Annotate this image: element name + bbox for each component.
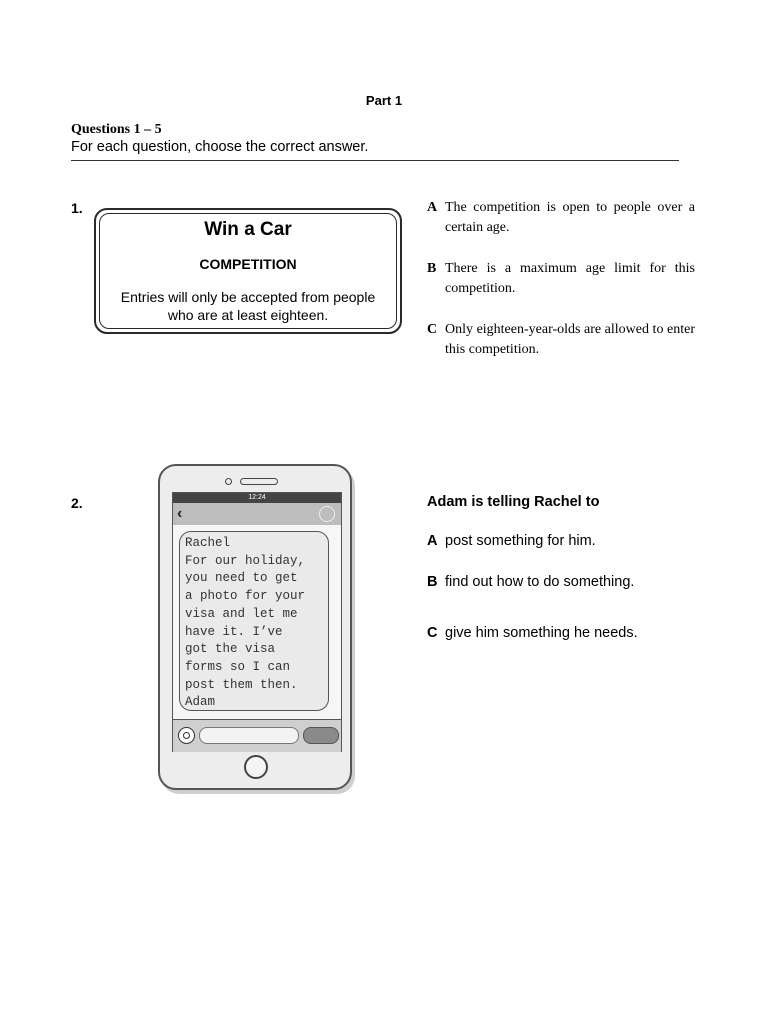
q1-option-b[interactable] xyxy=(427,259,695,299)
notice-body: Entries will only be accepted from people who are at least eighteen. xyxy=(120,289,376,323)
message-line: Adam xyxy=(185,695,216,710)
chevron-left-icon: ‹ xyxy=(177,505,183,522)
questions-range: Questions 1 – 5 xyxy=(71,122,162,137)
question-stem: Adam is telling Rachel to xyxy=(427,494,600,510)
q2-option-c[interactable] xyxy=(427,625,638,641)
part-title: Part 1 xyxy=(365,93,403,108)
instructions: For each question, choose the correct answer. xyxy=(71,139,369,155)
q1-option-a[interactable] xyxy=(427,198,695,238)
option-letter: B xyxy=(427,574,438,590)
message-line: have it. I’ve xyxy=(185,624,283,639)
message-line: a photo for your xyxy=(185,589,306,604)
status-time: 12:24 xyxy=(248,494,266,501)
phone-illustration xyxy=(158,464,352,790)
q1-option-c[interactable] xyxy=(427,320,695,360)
message-input xyxy=(199,727,299,744)
option-letter: A xyxy=(427,200,438,215)
option-letter: C xyxy=(427,625,438,641)
competition-notice xyxy=(94,208,402,334)
q2-option-b[interactable] xyxy=(427,574,634,590)
option-text: post something for him. xyxy=(445,533,596,549)
question-number-2: 2. xyxy=(71,495,83,511)
option-text: give him something he needs. xyxy=(445,625,638,641)
option-text: There is a maximum age limit for this competition. xyxy=(445,261,695,296)
option-letter: A xyxy=(427,533,438,549)
phone-screen xyxy=(172,492,342,752)
option-text: The competition is open to people over a certain age. xyxy=(445,200,695,235)
option-text: find out how to do something. xyxy=(445,574,635,590)
camera-dot xyxy=(225,478,232,485)
message-input-bar xyxy=(173,719,341,752)
send-button xyxy=(303,727,339,744)
speaker-grille xyxy=(240,478,278,485)
status-bar xyxy=(173,493,341,503)
message-line: visa and let me xyxy=(185,606,298,621)
option-text: Only eighteen-year-olds are allowed to enter this competition. xyxy=(445,322,695,357)
camera-icon xyxy=(178,727,195,744)
question-number-1: 1. xyxy=(71,200,83,216)
message-line: For our holiday, xyxy=(185,553,306,568)
message-line: you need to get xyxy=(185,571,298,586)
option-letter: C xyxy=(427,322,438,337)
message-line: post them then. xyxy=(185,677,298,692)
message-line: forms so I can xyxy=(185,659,291,674)
message-line: Rachel xyxy=(185,536,231,550)
home-button xyxy=(244,755,268,779)
q2-option-a[interactable] xyxy=(427,533,596,549)
option-letter: B xyxy=(427,261,437,276)
message-line: got the visa xyxy=(185,642,276,657)
message-bubble xyxy=(179,531,329,711)
message-nav-bar xyxy=(173,503,341,525)
notice-subtitle: COMPETITION xyxy=(199,256,297,272)
notice-title: Win a Car xyxy=(204,219,292,240)
divider xyxy=(71,160,679,161)
circle-icon xyxy=(319,506,335,522)
